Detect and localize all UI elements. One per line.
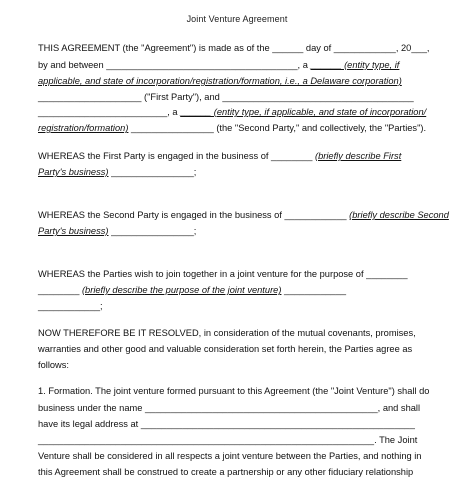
placeholder-text: ______ (entity type, if xyxy=(310,60,400,70)
doc-line xyxy=(38,418,426,430)
body-text: WHEREAS the Second Party is engaged in the business of ____________ xyxy=(38,210,350,220)
body-text: ________ xyxy=(38,285,82,295)
placeholder-text: Party's business) xyxy=(38,167,109,177)
doc-line xyxy=(38,122,426,134)
doc-line xyxy=(38,106,426,118)
doc-line xyxy=(38,225,426,237)
placeholder-text: ______ (entity type, if applicable, and state of incorporation/ xyxy=(180,107,427,117)
body-text: by and between _____________________________________, a xyxy=(38,60,311,70)
doc-line xyxy=(38,42,430,54)
body-text: ________________; xyxy=(108,226,197,236)
body-text: Venture shall be considered in all respects a joint venture between the Parties, and nothing in xyxy=(38,451,422,461)
placeholder-text: (briefly describe the purpose of the joint venture) xyxy=(81,285,282,295)
doc-line xyxy=(38,434,426,446)
doc-line xyxy=(38,327,426,339)
doc-line xyxy=(38,91,426,103)
body-text: THIS AGREEMENT (the "Agreement") is made as of the ______ day of ____________, 20___, xyxy=(38,43,430,53)
body-text: ____________ xyxy=(281,285,347,295)
doc-line xyxy=(38,59,426,71)
doc-line xyxy=(38,75,426,87)
body-text: business under the name _____________________________________________, and shall xyxy=(38,403,421,413)
placeholder-text: (briefly describe Second xyxy=(349,210,449,220)
doc-line xyxy=(38,359,426,371)
body-text: 1. Formation. The joint venture formed pursuant to this Agreement (the "Joint Venture") shall do xyxy=(38,386,430,396)
body-text: ____________; xyxy=(38,301,103,311)
body-text: _________________________, a xyxy=(38,107,181,117)
doc-line xyxy=(38,284,426,296)
body-text: WHEREAS the First Party is engaged in the business of ________ xyxy=(38,151,315,161)
doc-line xyxy=(38,300,426,312)
doc-line xyxy=(38,166,426,178)
doc-line xyxy=(38,385,430,397)
body-text: ____________________ ("First Party"), and _____________________________________ xyxy=(38,92,414,102)
body-text: _________________________________________________________________. The Joint xyxy=(38,435,418,445)
placeholder-text: Party's business) xyxy=(38,226,109,236)
document-title: Joint Venture Agreement xyxy=(186,14,288,24)
placeholder-text: registration/formation) xyxy=(38,123,129,133)
body-text: have its legal address at _____________________________________________________ xyxy=(38,419,415,429)
placeholder-text: (briefly describe First xyxy=(315,151,402,161)
body-text: ________________ (the "Second Party," and collectively, the "Parties"). xyxy=(128,123,427,133)
body-text: NOW THEREFORE BE IT RESOLVED, in consideration of the mutual covenants, promises, xyxy=(38,328,416,338)
body-text: WHEREAS the Parties wish to join together in a joint venture for the purpose of ________ xyxy=(38,269,408,279)
doc-line xyxy=(38,209,449,221)
body-text: ________________; xyxy=(108,167,197,177)
body-text: follows: xyxy=(38,360,70,370)
body-text: warranties and other good and valuable consideration set forth herein, the Parties agree as xyxy=(38,344,413,354)
doc-line xyxy=(38,343,426,355)
doc-line xyxy=(38,402,426,414)
placeholder-text: applicable, and state of incorporation/registration/formation, i.e., a Delaware corporation) xyxy=(38,76,402,86)
body-text: this Agreement shall be construed to create a partnership or any other fiduciary relationship xyxy=(38,467,414,477)
doc-line xyxy=(38,268,426,280)
doc-line xyxy=(38,466,426,478)
doc-line xyxy=(38,150,426,162)
doc-line xyxy=(38,450,426,462)
